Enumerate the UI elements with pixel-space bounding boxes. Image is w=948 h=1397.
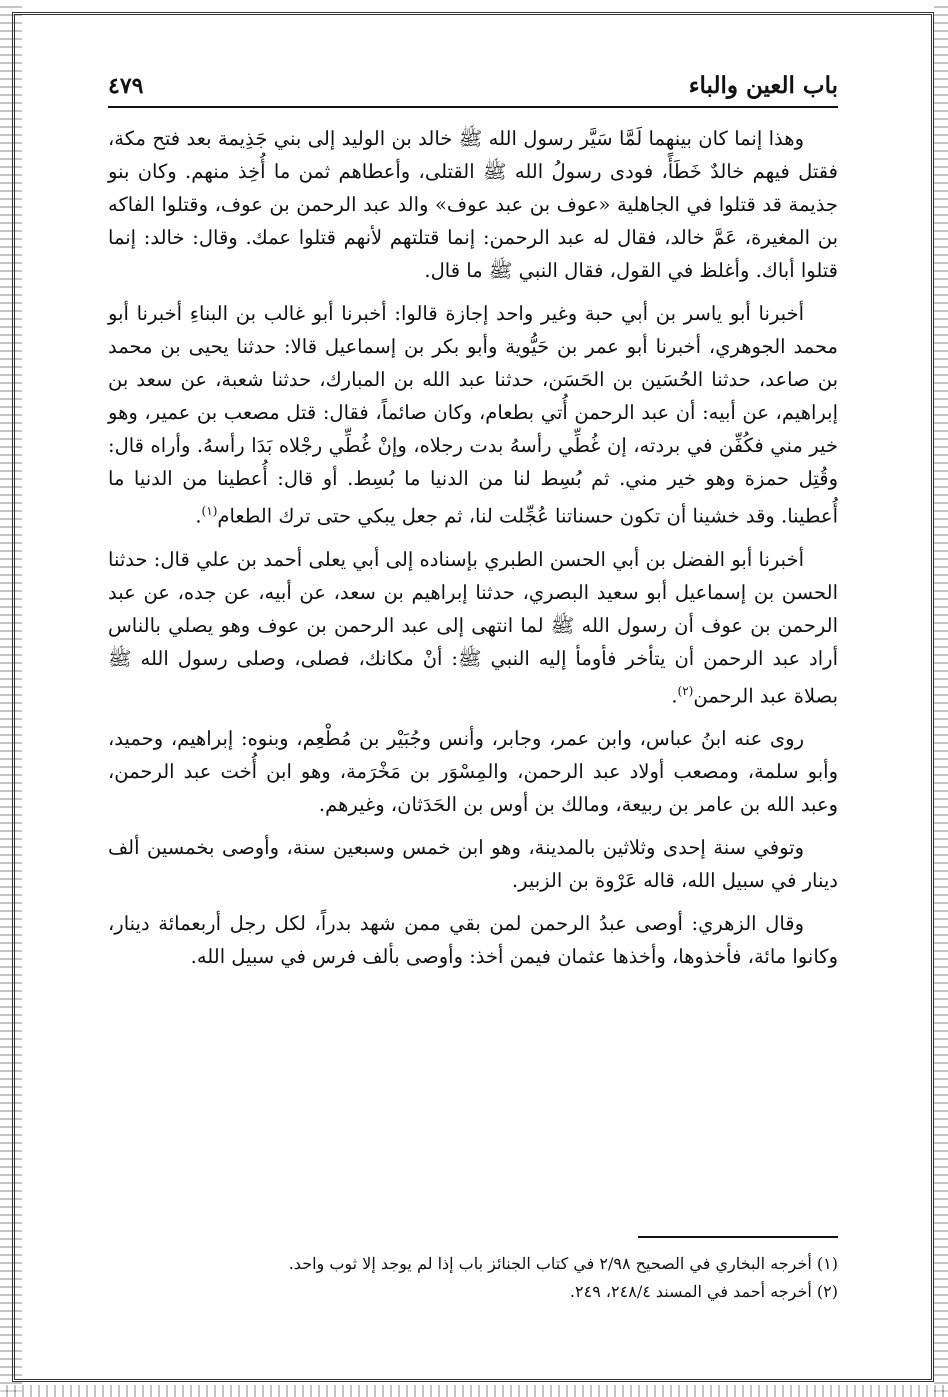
paragraph-text: وهذا إنما كان بينهما لَمَّا سَيَّر رسول الله ﷺ خالد بن الوليد إلى بني جَذِيمة بعد فتح مكة، فقتل فيهم خالدٌ خَطَأً، فودى رسولُ الله ﷺ القتلى، وأعطاهم ثمن ما أُخِذ منهم. وكان بنو جذيمة قد قتلوا في الجاهلية «عوف بن عبد عوف» والد عبد الرحمن بن عوف، وقتلوا الفاكه بن المغيرة، عَمَّ خالد، فقال له عبد الرحمن: إنما قتلتهم لأنهم قتلوا عمك. وقال: خالد: إنما قتلوا أباك. وأغلظ في القول، فقال النبي ﷺ ما قال. — [108, 127, 838, 282]
paragraph-text: وتوفي سنة إحدى وثلاثين بالمدينة، وهو ابن خمس وسبعين سنة، وأوصى بخمسين ألف دينار في سبيل الله، قاله عَرْوة بن الزبير. — [108, 836, 838, 892]
page-number: ٤٧٩ — [108, 73, 144, 99]
chapter-title: باب العين والباء — [688, 72, 838, 99]
paragraph-2: أخبرنا أبو ياسر بن أبي حبة وغير واحد إجازة قالوا: أخبرنا أبو غالب بن البناءِ أخبرنا أبو محمد الجوهري، أخبرنا أبو عمر بن حَيُّوية وأبو بكر بن إسماعيل قالا: حدثنا يحيى بن محمد بن صاعد، حدثنا الحُسَين بن الحَسَن، حدثنا عبد الله بن المبارك، حدثنا شعبة، عن سعد بن إبراهيم، عن أبيه: أن عبد الرحمن أُتي بطعام، وكان صائماً، فقال: قتل مصعب بن عمير، وهو خير مني فكُفِّن في بردته، إن غُطِّي رأسهُ بدت رجلاه، وإنْ غُطِّي رجْلاه بَدَا رأسهُ. وأراه قال: وقُتِل حمزة وهو خير مني. ثم بُسِط لنا من الدنيا ما بُسِط. أو قال: أُعطينا من الدنيا ما أُعطينا. وقد خشينا أن تكون حسناتنا عُجِّلت لنا، ثم جعل يبكي حتى ترك الطعام$^{(١)}$. — [108, 302, 838, 528]
paragraph-4 — [108, 722, 838, 821]
paragraph-text: أخبرنا أبو الفضل بن أبي الحسن الطبري بإسناده إلى أبي يعلى أحمد بن علي قال: حدثنا الحسن بن إسماعيل أبو سعيد البصري، حدثنا إبراهيم بن سعد، عن أبيه، عن جده، عن عبد الرحمن بن عوف أن رسول الله ﷺ لما انتهى إلى عبد الرحمن بن عوف وهو يصلي بالناس أراد عبد الرحمن أن يتأخر فأومأ إليه النبي ﷺ: أنْ مكانك، فصلى، وصلى رسول الله ﷺ بصلاة عبد الرحمن — [108, 547, 838, 707]
ornamental-border-right — [934, 0, 948, 1397]
paragraph-6 — [108, 907, 838, 973]
footnote-marker-1[interactable]: (١) — [201, 504, 218, 518]
running-header — [108, 72, 838, 108]
footnote-marker-2[interactable]: (٢) — [677, 683, 694, 698]
paragraph-1 — [108, 122, 838, 287]
paragraph-3: أخبرنا أبو الفضل بن أبي الحسن الطبري بإسناده إلى أبي يعلى أحمد بن علي قال: حدثنا الحسن بن إسماعيل أبو سعيد البصري، حدثنا إبراهيم بن سعد، عن أبيه، عن جده، عن عبد الرحمن بن عوف أن رسول الله ﷺ لما انتهى إلى عبد الرحمن بن عوف وهو يصلي بالناس أراد عبد الرحمن أن يتأخر فأومأ إليه النبي ﷺ: أنْ مكانك، فصلى، وصلى رسول الله ﷺ بصلاة عبد الرحمن$^{(٢)}$. — [108, 547, 838, 707]
ornamental-border-bottom — [0, 1385, 948, 1397]
paragraph-text: روى عنه ابنُ عباس، وابن عمر، وجابر، وأنس وجُبَيْر بن مُطْعِم، وبنوه: إبراهيم، وحميد، وأبو سلمة، ومصعب أولاد عبد الرحمن، والمِسْوَر بن مَخْرَمة، وهو ابن أُخت عبد الرحمن، وعبد الله بن عامر بن ربيعة، ومالك بن أوس بن الحَدَثان، وغيرهم. — [108, 727, 838, 816]
paragraph-5 — [108, 831, 838, 897]
footnote-2: (٢) أخرجه أحمد في المسند ٢٤٨/٤، ٢٤٩. — [569, 1282, 838, 1301]
page-body — [108, 72, 838, 983]
paragraph-text: أخبرنا أبو ياسر بن أبي حبة وغير واحد إجازة قالوا: أخبرنا أبو غالب بن البناءِ أخبرنا أبو محمد الجوهري، أخبرنا أبو عمر بن حَيُّوية وأبو بكر بن إسماعيل قالا: حدثنا يحيى بن محمد بن صاعد، حدثنا الحُسَين بن الحَسَن، حدثنا عبد الله بن المبارك، حدثنا شعبة، عن سعد بن إبراهيم، عن أبيه: أن عبد الرحمن أُتي بطعام، وكان صائماً، فقال: قتل مصعب بن عمير، وهو خير مني فكُفِّن في بردته، إن غُطِّي رأسهُ بدت رجلاه، وإنْ غُطِّي رجْلاه بَدَا رأسهُ. وأراه قال: وقُتِل حمزة وهو خير مني. ثم بُسِط لنا من الدنيا ما بُسِط. أو قال: أُعطينا من الدنيا ما أُعطينا. وقد خشينا أن تكون حسناتنا عُجِّلت لنا، ثم جعل يبكي حتى ترك الطعام — [108, 302, 838, 528]
footnote-divider — [638, 1236, 838, 1238]
paragraph-text: وقال الزهري: أوصى عبدُ الرحمن لمن بقي ممن شهد بدراً، لكل رجل أربعمائة دينار، وكانوا مائة، فأخذوها، وأخذها عثمان فيمن أخذ: وأوصى بألف فرس في سبيل الله. — [108, 912, 838, 968]
footnotes-section — [108, 1236, 838, 1306]
footnote-1: (١) أخرجه البخاري في الصحيح ٢/٩٨ في كتاب الجنائز باب إذا لم يوجد إلا ثوب واحد. — [288, 1254, 838, 1273]
